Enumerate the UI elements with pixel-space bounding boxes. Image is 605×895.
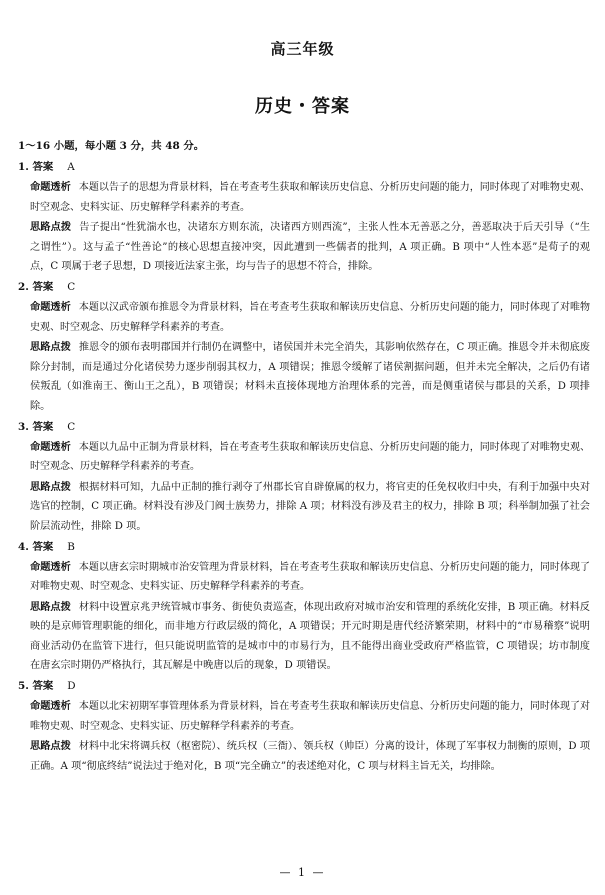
- hint-paragraph-text: 根据材料可知，九品中正制的推行剥夺了州郡长官自辟僚属的权力，将官吏的任免权收归中央，有利于加强中央对选官的控制，C 项正确。材料没有涉及门阀士族势力，排除 A 项；材料没有涉及君主的权力，排除 B 项；科举制加强了社会阶层流动性，排除 D 项。: [30, 481, 591, 532]
- hint-paragraph-tag: 思路点拨: [30, 342, 71, 354]
- answer-letter: D: [67, 680, 76, 693]
- question-block: [18, 678, 590, 776]
- grade-title: 高三年级: [270, 40, 335, 58]
- answer-line: [18, 539, 590, 558]
- hint-paragraph-tag: 思路点拨: [30, 481, 71, 493]
- question-number: 1.: [18, 161, 33, 173]
- analysis-paragraph-tag: 命题透析: [30, 182, 71, 193]
- hint-paragraph-text: 材料中北宋将调兵权（枢密院）、统兵权（三衙）、领兵权（帅臣）分离的设计，体现了军事权力制衡的原则，D 项正确。A 项“彻底终结”说法过于绝对化，B 项“完全确立”的表述绝对化，C 项与材料主旨无关，均排除。: [30, 741, 591, 772]
- hint-paragraph-text: 材料中设置京兆尹统管城市事务、街使负责巡查，体现出政府对城市治安和管理的系统化安排，B 项正确。材料反映的是京师管理职能的细化，而非地方行政层级的简化，A 项错误；开元时期是唐代经济繁荣期，材料中的“市易稽察”说明商业活动仍在监管下进行，但只能说明监管的是城市中的市易行为，且不能得出商业受政府严格监管，C 项错误；坊市制度在唐玄宗时期仍严格执行，其瓦解是中晚唐以后的现象，D 项错误。: [30, 601, 590, 672]
- answer-label: 答案: [32, 680, 54, 693]
- analysis-paragraph-tag: 命题透析: [30, 701, 71, 713]
- analysis-paragraph-text: 本题以唐玄宗时期城市治安管理为背景材料，旨在考查考生获取和解读历史信息、分析历史问题的能力，同时体现了对唯物史观、时空观念、史料实证、历史解释学科素养的考查。: [30, 561, 591, 593]
- hint-paragraph-tag: 思路点拨: [30, 222, 72, 234]
- question-block: [18, 159, 590, 277]
- answer-letter: B: [67, 540, 75, 553]
- analysis-paragraph: [30, 697, 590, 736]
- answer-letter: C: [67, 420, 76, 433]
- answer-line: [18, 279, 590, 298]
- analysis-paragraph-text: 本题以告子的思想为背景材料，旨在考查考生获取和解读历史信息、分析历史问题的能力，同时体现了对唯物史观、时空观念、史料实证、历史解释学科素养的考查。: [30, 182, 591, 213]
- question-block: [18, 279, 590, 417]
- hint-paragraph: [30, 218, 590, 277]
- answer-label: 答案: [32, 280, 54, 293]
- answer-line: [18, 419, 590, 438]
- hint-paragraph-text: 推恩令的颁布表明郡国并行制仍在调整中，诸侯国并未完全消失，其影响依然存在，C 项正确。推恩令并未彻底废除分封制，而是通过分化诸侯势力逐步削弱其权力，A 项错误；推恩令缓解了诸侯割据问题，但并未完全解决，之后仍有诸侯叛乱（如淮南王、衡山王之乱），B 项错误；材料未直接体现地方治理体系的完善，而是侧重诸侯与郡县的关系，D 项排除。: [30, 342, 590, 412]
- analysis-paragraph-tag: 命题透析: [30, 561, 71, 573]
- subject-title: 历史・答案: [255, 96, 350, 117]
- question-list: [18, 159, 590, 776]
- page-number: — 1 —: [279, 866, 326, 879]
- analysis-paragraph-text: 本题以九品中正制为背景材料，旨在考查考生获取和解读历史信息、分析历史问题的能力，同时体现了对唯物史观、时空观念、历史解释学科素养的考查。: [30, 441, 591, 473]
- answer-line: [18, 159, 590, 178]
- question-block: [18, 419, 590, 537]
- answer-letter: C: [67, 280, 76, 293]
- analysis-paragraph: [30, 558, 590, 597]
- analysis-paragraph-tag: 命题透析: [30, 441, 71, 453]
- answer-label: 答案: [32, 540, 54, 553]
- analysis-paragraph-tag: 命题透析: [30, 301, 71, 313]
- analysis-paragraph-text: 本题以汉武帝颁布推恩令为背景材料，旨在考查考生获取和解读历史信息、分析历史问题的能力，同时体现了对唯物史观、时空观念、历史解释学科素养的考查。: [30, 301, 591, 333]
- hint-paragraph: [30, 598, 590, 676]
- hint-paragraph: [30, 737, 590, 776]
- answer-label: 答案: [32, 161, 54, 173]
- question-block: [18, 539, 590, 677]
- answer-line: [18, 678, 590, 697]
- answer-letter: A: [67, 161, 75, 173]
- analysis-paragraph-text: 本题以北宋初期军事管理体系为背景材料，旨在考查考生获取和解读历史信息、分析历史问题的能力，同时体现了对唯物史观、时空观念、史料实证、历史解释学科素养的考查。: [30, 701, 591, 732]
- hint-paragraph-text: 告子提出“性犹湍水也，决诸东方则东流，决诸西方则西流”，主张人性本无善恶之分，善恶取决于后天引导（“生之谓性”）。这与孟子“性善论”的核心思想直接冲突，因此遭到一些儒者的批判，A 项正确。B 项中“人性本恶”是荀子的观点，C 项属于老子思想，D 项接近法家主张，均与告子的思想不符合，排除。: [30, 222, 591, 273]
- section-intro: 1～16 小题，每小题 3 分，共 48 分。: [18, 140, 205, 152]
- hint-paragraph-tag: 思路点拨: [30, 741, 71, 753]
- analysis-paragraph: [30, 438, 590, 477]
- answer-label: 答案: [32, 420, 54, 433]
- hint-paragraph: [30, 338, 590, 416]
- question-number: 2.: [18, 280, 33, 293]
- question-number: 4.: [18, 540, 33, 553]
- question-number: 5.: [18, 680, 33, 693]
- hint-paragraph: [30, 478, 590, 537]
- analysis-paragraph: [30, 178, 590, 217]
- analysis-paragraph: [30, 298, 590, 337]
- question-number: 3.: [18, 420, 33, 433]
- hint-paragraph-tag: 思路点拨: [30, 601, 71, 613]
